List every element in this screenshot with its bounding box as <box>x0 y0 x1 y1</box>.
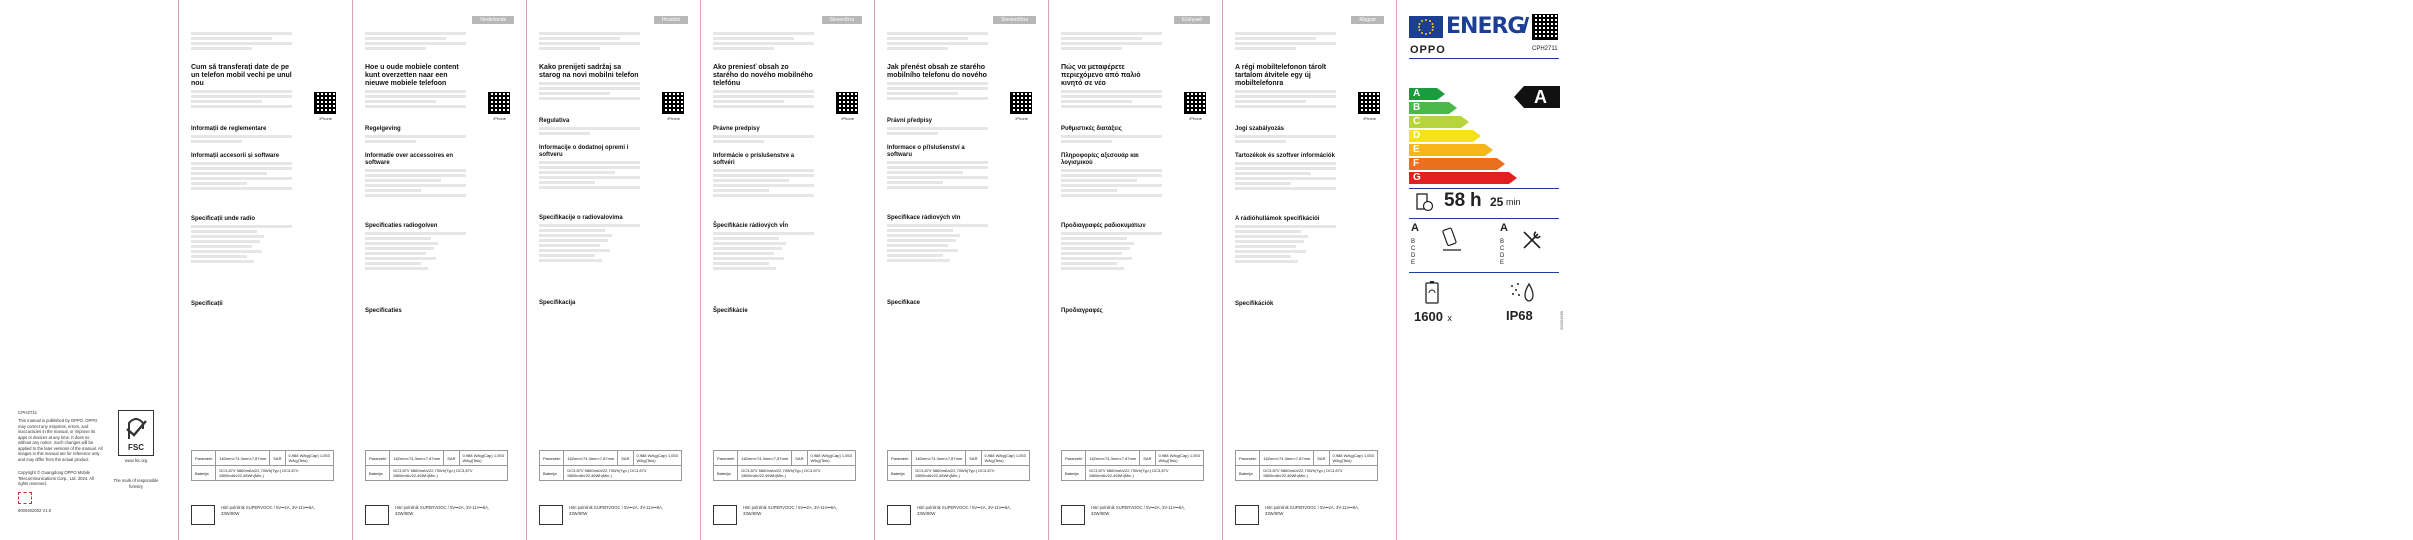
drop-resistance <box>1411 222 1471 270</box>
table-cell: Parametri <box>714 451 738 466</box>
energy-divider-3 <box>1409 272 1559 273</box>
table-row <box>714 466 856 481</box>
energy-word-text: ENERG <box>1446 14 1525 39</box>
section-title-regulatory: Právní předpisy <box>887 118 933 124</box>
table-cell: DC3,87V 5860mAh/22,70Wh(Typ.) DC3,87V 5800mAh/22,46Wh(Min.) <box>564 466 682 481</box>
section-title-regulatory: Právne predpisy <box>713 126 760 132</box>
table-cell: DC3,87V 5860mAh/22,70Wh(Typ.) DC3,87V 5800mAh/22,46Wh(Min.) <box>1260 466 1378 481</box>
energy-class-bar <box>1409 102 1449 114</box>
spec-table <box>191 450 334 481</box>
table-row <box>714 451 856 466</box>
language-panel <box>875 0 1048 540</box>
battery-minutes: 25 <box>1490 195 1504 209</box>
radio-lines <box>365 232 466 302</box>
table-row <box>366 451 508 466</box>
section-title-transfer: Hoe u oude mobiele content kunt overzetten naar een nieuwe mobiele telefoon <box>365 64 459 87</box>
fsc-text: FSC <box>128 443 144 452</box>
table-row <box>366 466 508 481</box>
language-tag: Ελληνικά <box>1174 16 1210 24</box>
regulatory-lines <box>539 127 640 139</box>
charger-symbol-icon <box>887 505 911 525</box>
energy-class-bar <box>1409 158 1497 170</box>
section-title-regulatory: Informații de reglementare <box>191 126 267 132</box>
ip-rating <box>1506 280 1538 323</box>
energy-class-letter: E <box>1413 144 1420 155</box>
radio-lines <box>1061 232 1162 302</box>
part-number: 6000402002 V1.0 <box>18 508 52 513</box>
regulatory-lines <box>365 135 466 147</box>
spec-table <box>365 450 508 481</box>
energy-class-letter: G <box>1413 172 1421 183</box>
table-cell: Baterija <box>714 466 738 481</box>
table-cell: Baterija <box>888 466 912 481</box>
table-cell: Baterija <box>366 466 390 481</box>
table-row <box>1236 451 1378 466</box>
transfer-lines <box>365 90 466 120</box>
table-row <box>1236 466 1378 481</box>
charger-text: Hitri polnilnik SUPERVOOC / 5V⎓2A, 3V-11V⎓6A, 33W/80W <box>569 505 664 516</box>
energy-class-bar <box>1409 116 1461 128</box>
accessories-lines <box>887 161 988 209</box>
radio-lines <box>713 232 814 302</box>
scale-letter: E <box>1500 260 1505 266</box>
disclaimer-text: This manual is published by OPPO. OPPO may correct any misprints, errors, and inaccuracies in the manual, or improve its apps or devices at any time. It does so without any notice. Such changes will be applied to the later versions of the manual. All images in this manual are for reference only and may differ from the actual product. <box>18 418 103 462</box>
energy-class-bar <box>1409 88 1437 100</box>
accessories-lines <box>539 161 640 209</box>
battery-hours-unit: h <box>1470 190 1482 211</box>
scale-letter: A <box>1500 222 1508 234</box>
spec-table <box>1235 450 1378 481</box>
intro-lines <box>191 32 292 58</box>
transfer-lines <box>539 82 640 112</box>
section-title-radio: Specifikacije o radiovalovima <box>539 215 623 221</box>
spec-table <box>539 450 682 481</box>
section-title-radio: Specifikace rádiových vln <box>887 215 961 221</box>
charger-text: Hitri polnilnik SUPERVOOC / 5V⎓2A, 3V-11V⎓6A, 33W/80W <box>221 505 316 516</box>
regulatory-lines <box>191 135 292 147</box>
regulatory-lines <box>1235 135 1336 147</box>
qr-label: iPhone <box>841 116 854 121</box>
table-cell: 0,988 W/kg(Cap) 1,053 W/kg(Telo) <box>633 451 682 466</box>
table-cell: SAR <box>792 451 807 466</box>
table-cell: SAR <box>618 451 633 466</box>
radio-lines <box>539 224 640 294</box>
table-cell: Baterija <box>192 466 216 481</box>
energy-divider-1 <box>1409 188 1559 189</box>
language-tag: Hrvatski <box>654 16 688 24</box>
scale-letter: D <box>1411 253 1416 259</box>
spec-table <box>887 450 1030 481</box>
accessories-lines <box>365 169 466 217</box>
language-tag: Slovenčina <box>822 16 862 24</box>
section-title-transfer: A régi mobiltelefonon tárolt tartalom átvitele egy új mobiltelefonra <box>1235 64 1327 87</box>
battery-clock-icon <box>1414 192 1434 212</box>
table-cell: Parametri <box>888 451 912 466</box>
table-cell: Parametri <box>1062 451 1086 466</box>
dust-water-icon <box>1508 280 1538 306</box>
table-row <box>888 451 1030 466</box>
section-title-accessories: Informácie o príslušenstve a softvéri <box>713 153 795 166</box>
section-title-transfer: Cum să transferați date de pe un telefon mobil vechi pe unul nou <box>191 64 292 87</box>
section-title-specs: Specifikacija <box>539 300 576 306</box>
section-title-accessories: Informatie over accessoires en software <box>365 153 454 166</box>
qr-code <box>1010 92 1032 114</box>
table-cell: SAR <box>1140 451 1155 466</box>
panel-body <box>887 30 988 309</box>
battery-cycles-value: 1600 <box>1414 309 1443 324</box>
language-tag: Magyar <box>1351 16 1384 24</box>
energy-class-letter: C <box>1413 116 1421 127</box>
table-cell: DC3,87V 5860mAh/22,70Wh(Typ.) DC3,87V 5800mAh/22,46Wh(Min.) <box>912 466 1030 481</box>
scale-letter: B <box>1500 239 1505 245</box>
section-title-specs: Προδιαγραφές <box>1061 308 1103 314</box>
accessories-lines <box>1061 169 1162 217</box>
table-cell: SAR <box>966 451 981 466</box>
section-title-transfer: Ako preniesť obsah zo starého do nového mobilného telefónu <box>713 64 813 87</box>
transfer-lines <box>1235 90 1336 120</box>
language-panel <box>1049 0 1222 540</box>
table-cell: Parametri <box>192 451 216 466</box>
copyright-text: Copyright © Guangdong OPPO Mobile Telecommunications Corp., Ltd. 2024. All rights reserved. <box>18 470 94 486</box>
back-cover-panel <box>0 0 178 540</box>
section-title-transfer: Kako prenijeti sadržaj sa starog na novi mobilni telefon <box>539 64 639 79</box>
panel-body <box>713 30 814 317</box>
radio-lines <box>1235 225 1336 295</box>
qr-label: iPhone <box>1189 116 1202 121</box>
tree-check-icon <box>119 413 153 443</box>
section-title-transfer: Πώς να μεταφέρετε περιεχόμενο από παλιό κινητό σε νέο <box>1061 64 1141 87</box>
charger-text: Hitri polnilnik SUPERVOOC / 5V⎓2A, 3V-11V⎓6A, 33W/80W <box>395 505 490 516</box>
table-row <box>888 466 1030 481</box>
phone-drop-icon <box>1441 226 1463 252</box>
table-cell: DC3,87V 5860mAh/22,70Wh(Typ.) DC3,87V 5800mAh/22,46Wh(Min.) <box>390 466 508 481</box>
language-panel <box>353 0 526 540</box>
radio-lines <box>191 225 292 295</box>
scale-letter: B <box>1411 239 1416 245</box>
language-panel <box>179 0 352 540</box>
table-cell: Parametri <box>540 451 564 466</box>
repair-tools-icon <box>1520 228 1544 252</box>
table-cell: 0,988 W/kg(Cap) 1,053 W/kg(Telo) <box>1155 451 1204 466</box>
fsc-mark: The mark of responsible forestry <box>113 478 159 489</box>
energy-model: CPH2711 <box>1532 46 1558 52</box>
section-title-radio: Specificaties radiogolven <box>365 223 438 229</box>
section-title-accessories: Informații accesorii și software <box>191 153 280 159</box>
table-cell: SAR <box>270 451 285 466</box>
battery-hours: 58 <box>1444 190 1466 211</box>
table-cell: 162mm×74,3mm×7,87mm <box>1086 451 1140 466</box>
charger-text: Hitri polnilnik SUPERVOOC / 5V⎓2A, 3V-11V⎓6A, 33W/80W <box>917 505 1012 516</box>
qr-label: iPhone <box>493 116 506 121</box>
qr-label: iPhone <box>667 116 680 121</box>
energy-class-bar <box>1409 172 1509 184</box>
table-cell: 0,988 W/kg(Cap) 1,053 W/kg(Telo) <box>459 451 508 466</box>
charger-symbol-icon <box>713 505 737 525</box>
qr-code <box>488 92 510 114</box>
table-cell: 0,988 W/kg(Cap) 1,053 W/kg(Telo) <box>1329 451 1378 466</box>
accessories-lines <box>1235 162 1336 210</box>
scale-letter: C <box>1500 246 1505 252</box>
language-tag: Slovenščina <box>993 16 1036 24</box>
table-cell: DC3,87V 5860mAh/22,70Wh(Typ.) DC3,87V 5800mAh/22,46Wh(Min.) <box>738 466 856 481</box>
ip-rating-value: IP68 <box>1506 308 1533 323</box>
scale-letter: C <box>1411 246 1416 252</box>
accessories-lines <box>713 169 814 217</box>
spec-table <box>1061 450 1204 481</box>
battery-endurance <box>1414 190 1521 217</box>
charger-text: Hitri polnilnik SUPERVOOC / 5V⎓2A, 3V-11V⎓6A, 33W/80W <box>743 505 838 516</box>
language-tag: Nederlands <box>472 16 514 24</box>
charger-symbol-icon <box>191 505 215 525</box>
energy-class-bar <box>1409 144 1485 156</box>
energy-class-bar <box>1409 130 1473 142</box>
table-row <box>192 451 334 466</box>
section-title-regulatory: Regulativa <box>539 118 570 124</box>
qr-label: iPhone <box>319 116 332 121</box>
table-cell: 162mm×74,3mm×7,87mm <box>216 451 270 466</box>
qr-code <box>1358 92 1380 114</box>
table-cell: 0,988 W/kg(Cap) 1,053 W/kg(Telo) <box>981 451 1030 466</box>
recycle-icon <box>18 492 32 504</box>
accessories-lines <box>191 162 292 210</box>
table-cell: 162mm×74,3mm×7,87mm <box>738 451 792 466</box>
table-row <box>540 451 682 466</box>
table-cell: Parametri <box>366 451 390 466</box>
table-cell: Baterija <box>540 466 564 481</box>
section-title-specs: Špecifikácie <box>713 308 748 314</box>
energy-divider-2 <box>1409 218 1559 219</box>
charger-text: Hitri polnilnik SUPERVOOC / 5V⎓2A, 3V-11V⎓6A, 33W/80W <box>1265 505 1360 516</box>
fold-divider <box>1396 0 1397 540</box>
regulatory-lines <box>887 127 988 139</box>
table-row <box>192 466 334 481</box>
charger-symbol-icon <box>1061 505 1085 525</box>
section-title-radio: Προδιαγραφές ραδιοκυμάτων <box>1061 223 1146 229</box>
qr-code <box>314 92 336 114</box>
section-title-radio: Specificații unde radio <box>191 216 256 222</box>
intro-lines <box>539 32 640 58</box>
table-cell: 162mm×74,3mm×7,87mm <box>390 451 444 466</box>
table-row <box>1062 451 1204 466</box>
table-cell: SAR <box>444 451 459 466</box>
section-title-transfer: Jak přenést obsah ze starého mobilního telefonu do nového <box>887 64 987 79</box>
section-title-radio: Špecifikácie rádiových vĺn <box>713 223 789 229</box>
table-cell: SAR <box>1314 451 1329 466</box>
charger-symbol-icon <box>539 505 563 525</box>
intro-lines <box>365 32 466 58</box>
energy-rating-letter: A <box>1534 87 1547 107</box>
section-title-regulatory: Regelgeving <box>365 126 401 132</box>
intro-lines <box>887 32 988 58</box>
section-title-accessories: Informacije o dodatnoj opremi i softveru <box>539 145 629 158</box>
regulatory-lines <box>1061 135 1162 147</box>
table-cell: Baterija <box>1062 466 1086 481</box>
panel-body <box>1235 30 1336 310</box>
table-row <box>1062 466 1204 481</box>
charger-symbol-icon <box>1235 505 1259 525</box>
intro-lines <box>1061 32 1162 58</box>
qr-code <box>662 92 684 114</box>
model-code: CPH2711 <box>18 410 38 415</box>
repairability <box>1500 222 1560 270</box>
transfer-lines <box>191 90 292 120</box>
panel-body <box>191 30 292 310</box>
energy-class-letter: D <box>1413 130 1421 141</box>
energy-class-letter: B <box>1413 102 1421 113</box>
radio-lines <box>887 224 988 294</box>
language-panel <box>1223 0 1396 540</box>
panel-body <box>365 30 466 317</box>
section-title-specs: Specifikace <box>887 300 921 306</box>
scale-letter: D <box>1500 253 1505 259</box>
energy-qr-code <box>1532 14 1558 40</box>
energy-regulation: 2023/1669 <box>1559 311 1564 330</box>
section-title-regulatory: Jogi szabályozás <box>1235 126 1285 132</box>
intro-lines <box>1235 32 1336 58</box>
eu-flag-icon <box>1409 16 1443 38</box>
qr-code <box>836 92 858 114</box>
section-title-specs: Specificaties <box>365 308 402 314</box>
fsc-url: www.fsc.org <box>124 458 148 463</box>
language-panel <box>701 0 874 540</box>
fsc-logo <box>118 410 154 456</box>
section-title-radio: A rádióhullámok specifikációi <box>1235 216 1320 222</box>
battery-cycles <box>1414 280 1452 324</box>
energy-class-letter: F <box>1413 158 1420 169</box>
battery-cycles-unit: x <box>1447 313 1452 323</box>
table-cell: Parametri <box>1236 451 1260 466</box>
transfer-lines <box>887 82 988 112</box>
table-cell: Baterija <box>1236 466 1260 481</box>
qr-label: iPhone <box>1015 116 1028 121</box>
scale-letter: A <box>1411 222 1419 234</box>
transfer-lines <box>1061 90 1162 120</box>
intro-lines <box>713 32 814 58</box>
table-cell: DC3,87V 5860mAh/22,70Wh(Typ.) DC3,87V 5800mAh/22,46Wh(Min.) <box>216 466 334 481</box>
regulatory-lines <box>713 135 814 147</box>
battery-minutes-unit: min <box>1506 197 1521 207</box>
section-title-regulatory: Ρυθμιστικές διατάξεις <box>1061 126 1122 132</box>
table-cell: 0,988 W/kg(Cap) 1,053 W/kg(Telo) <box>285 451 334 466</box>
panel-body <box>539 30 640 309</box>
section-title-accessories: Informace o příslušenství a softwaru <box>887 145 965 158</box>
language-panel <box>527 0 700 540</box>
energy-brand: OPPO <box>1410 44 1446 56</box>
qr-label: iPhone <box>1363 116 1376 121</box>
table-cell: 0,988 W/kg(Cap) 1,053 W/kg(Telo) <box>807 451 856 466</box>
energy-class-letter: A <box>1413 88 1421 99</box>
section-title-specs: Specificații <box>191 301 223 307</box>
energy-label-panel <box>1400 0 2413 540</box>
energy-rating-arrow <box>1524 86 1560 108</box>
spec-table <box>713 450 856 481</box>
table-row <box>540 466 682 481</box>
section-title-accessories: Tartozékok és szoftver információk <box>1235 153 1335 159</box>
table-cell: 162mm×74,3mm×7,87mm <box>912 451 966 466</box>
charger-text: Hitri polnilnik SUPERVOOC / 5V⎓2A, 3V-11V⎓6A, 33W/80W <box>1091 505 1186 516</box>
table-cell: 162mm×74,3mm×7,87mm <box>1260 451 1314 466</box>
qr-code <box>1184 92 1206 114</box>
table-cell: DC3,87V 5860mAh/22,70Wh(Typ.) DC3,87V 5800mAh/22,46Wh(Min.) <box>1086 466 1204 481</box>
energy-header-line <box>1409 58 1559 59</box>
table-cell: 162mm×74,3mm×7,87mm <box>564 451 618 466</box>
charger-symbol-icon <box>365 505 389 525</box>
transfer-lines <box>713 90 814 120</box>
battery-cycle-icon <box>1420 280 1444 306</box>
scale-letter: E <box>1411 260 1416 266</box>
section-title-specs: Specifikációk <box>1235 301 1274 307</box>
section-title-accessories: Πληροφορίες αξεσουάρ και λογισμικού <box>1061 153 1139 166</box>
panel-body <box>1061 30 1162 317</box>
energy-word <box>1446 14 1537 39</box>
